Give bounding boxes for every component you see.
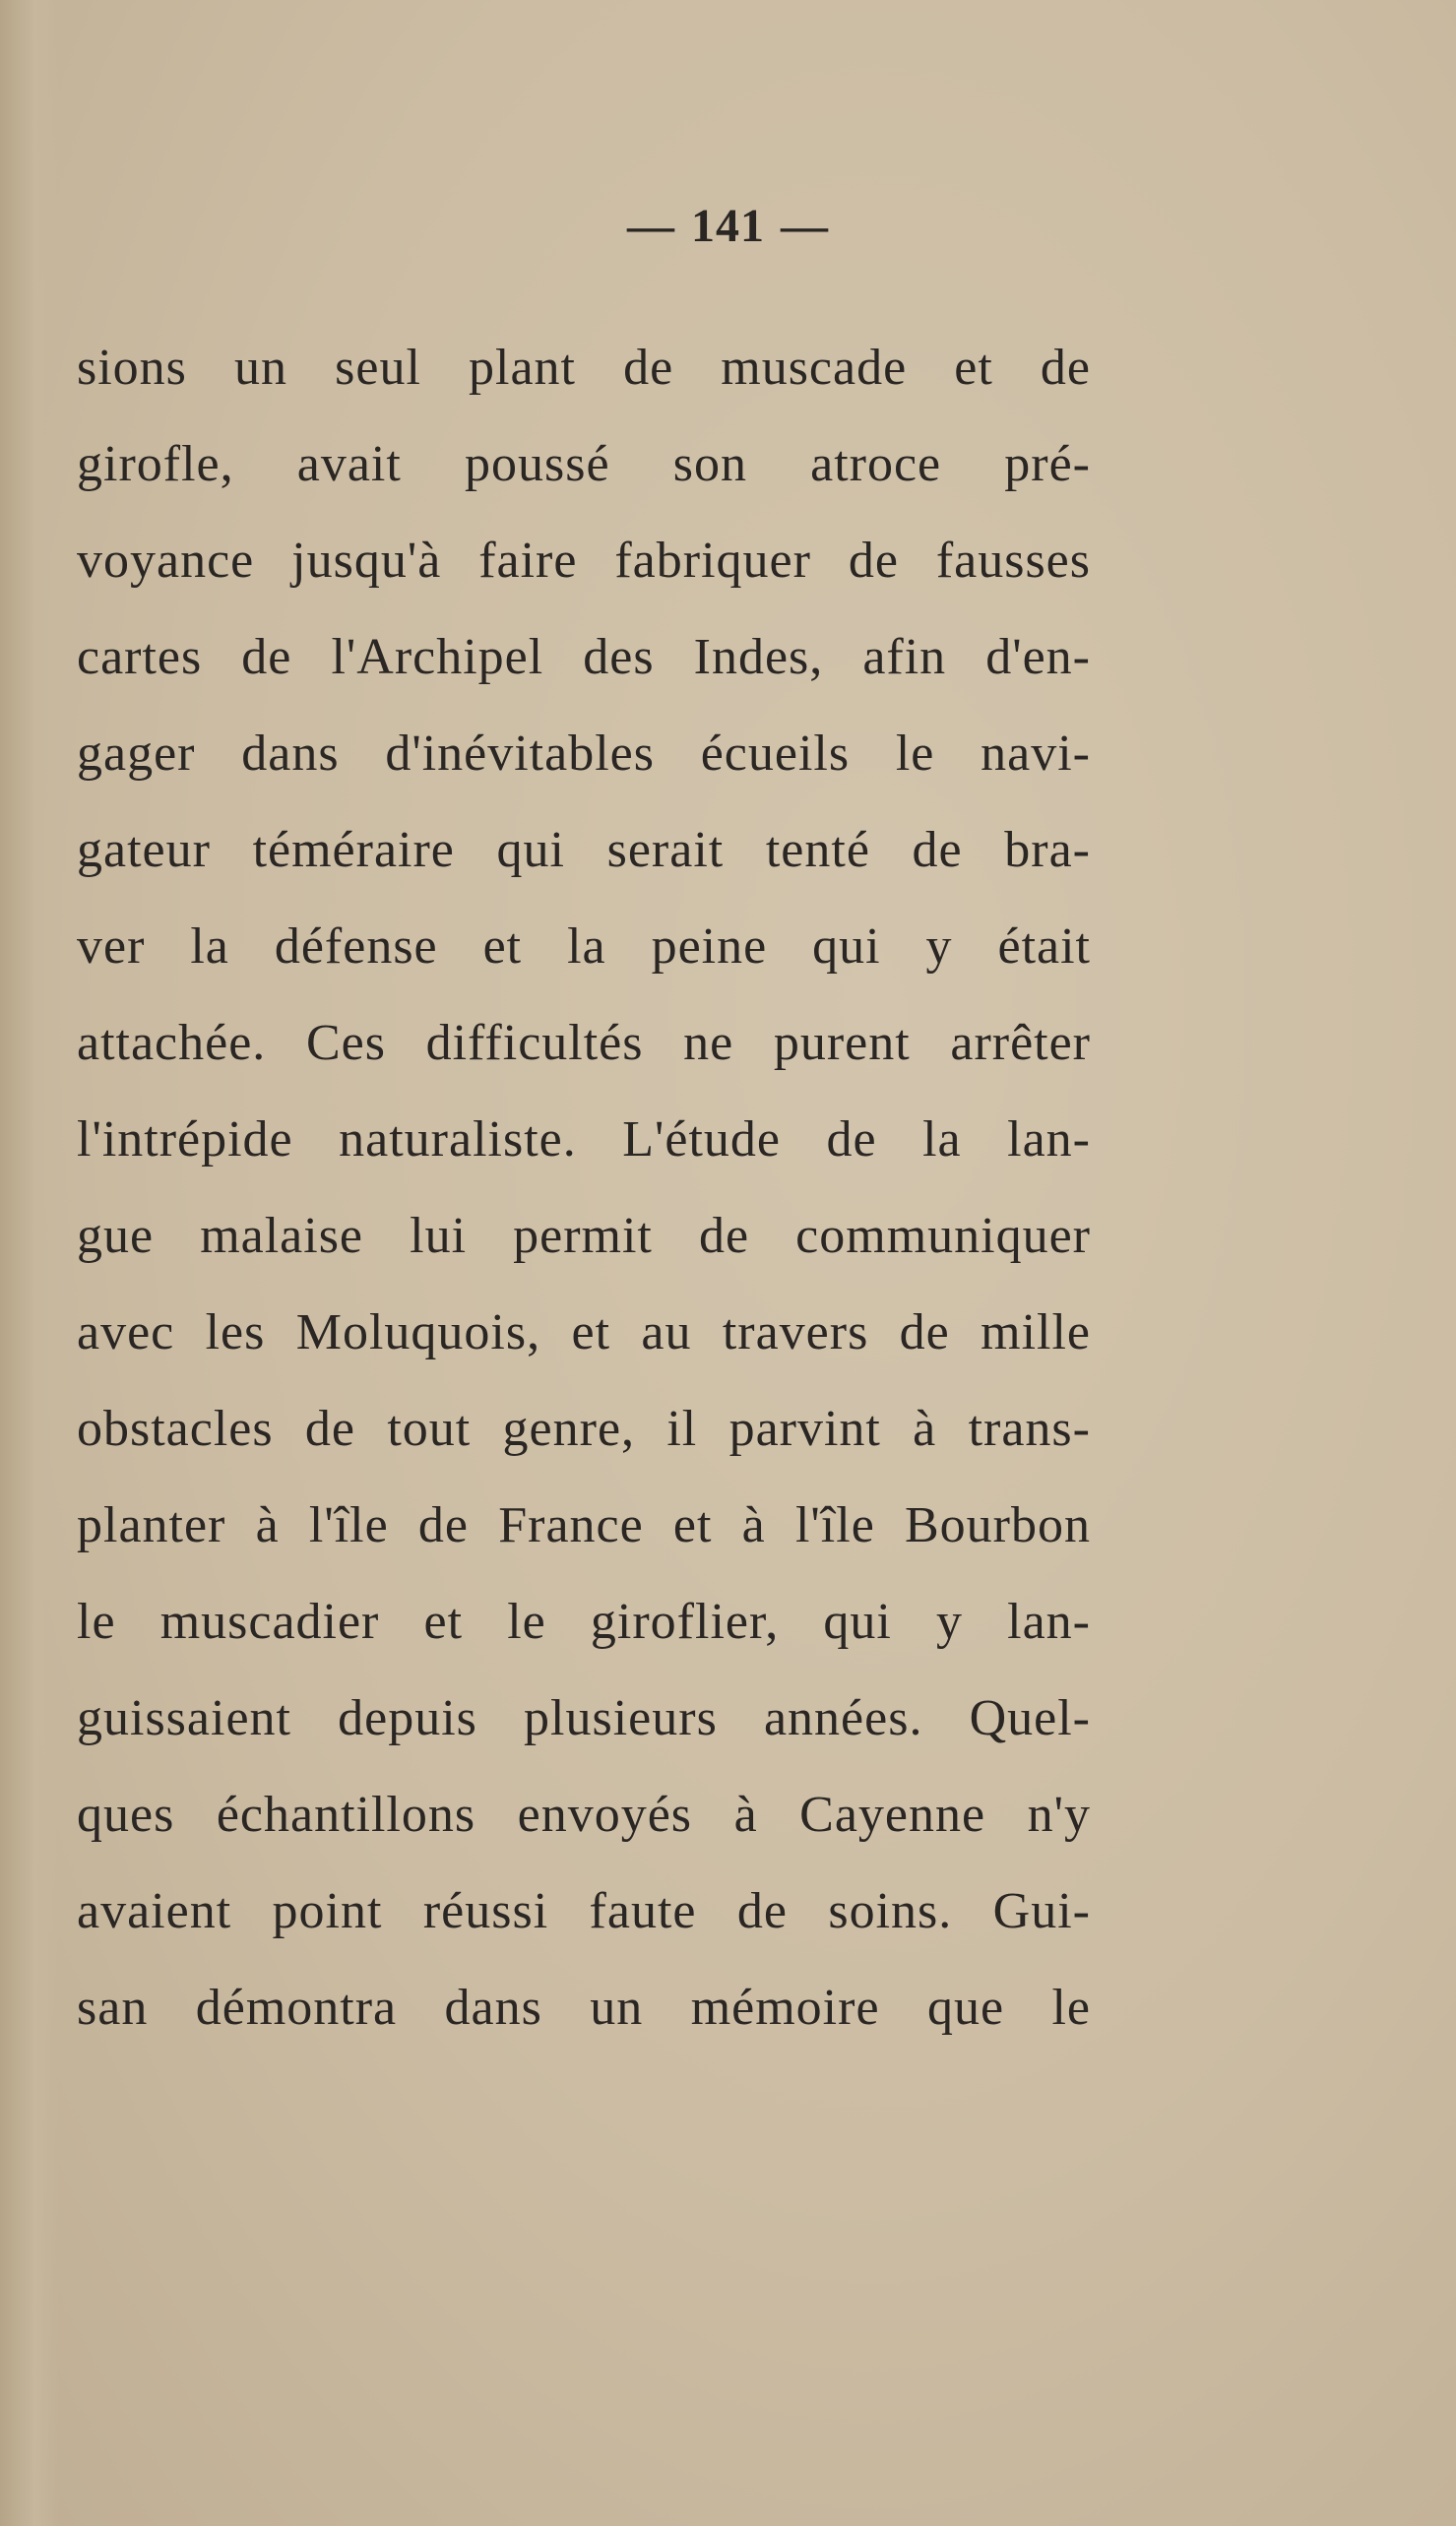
text-line: guissaient depuis plusieurs années. Quel- <box>77 1690 1091 1746</box>
text-line: gue malaise lui permit de communiquer <box>77 1208 1091 1264</box>
text-line: avaient point réussi faute de soins. Gui- <box>77 1883 1091 1939</box>
page-number: — 141 — <box>627 200 829 252</box>
page-number-value: 141 <box>691 200 765 252</box>
text-line: girofle, avait poussé son atroce pré- <box>77 436 1091 492</box>
text-line: le muscadier et le giroflier, qui y lan- <box>77 1594 1091 1650</box>
text-line: gateur téméraire qui serait tenté de bra- <box>77 822 1091 878</box>
text-line: sions un seul plant de muscade et de <box>77 340 1091 396</box>
text-line: ques échantillons envoyés à Cayenne n'y <box>77 1787 1091 1843</box>
text-line: ver la défense et la peine qui y était <box>77 918 1091 975</box>
text-line: attachée. Ces difficultés ne purent arrêter <box>77 1015 1091 1071</box>
text-line: obstacles de tout genre, il parvint à trans- <box>77 1401 1091 1457</box>
text-line: l'intrépide naturaliste. L'étude de la lan- <box>77 1111 1091 1168</box>
text-line: gager dans d'inévitables écueils le navi- <box>77 726 1091 782</box>
text-line: avec les Moluquois, et au travers de mille <box>77 1304 1091 1360</box>
page-edge-shadow <box>0 0 59 2526</box>
text-line: cartes de l'Archipel des Indes, afin d'en- <box>77 629 1091 685</box>
body-text <box>77 320 1091 2056</box>
text-line: voyance jusqu'à faire fabriquer de fausses <box>77 533 1091 589</box>
text-line: planter à l'île de France et à l'île Bourbon <box>77 1497 1091 1553</box>
text-line: san démontra dans un mémoire que le <box>77 1980 1091 2036</box>
